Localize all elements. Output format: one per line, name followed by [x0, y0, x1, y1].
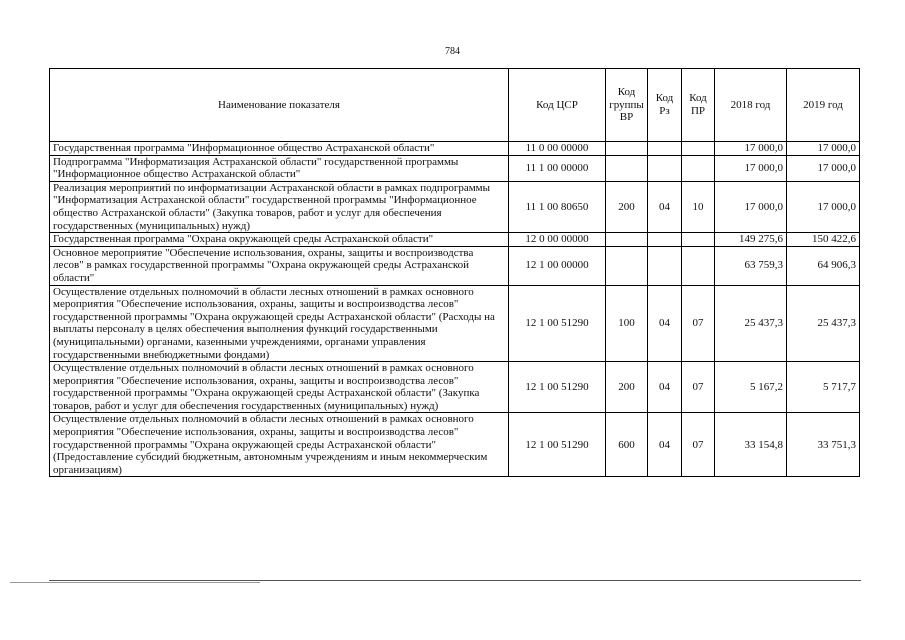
cell-2019: 5 717,7: [787, 362, 860, 413]
cell-pr: 10: [682, 181, 715, 232]
cell-csr: 12 0 00 00000: [509, 233, 606, 247]
table-row: [50, 155, 860, 181]
cell-2018: 17 000,0: [715, 155, 787, 181]
cell-name: Реализация мероприятий по информатизации Астраханской области в рамках подпрограммы "Информатизация Астраханской области" государственной программы "Информационное общество Астраханской области" (Закупка товаров, работ и услуг для обеспечения государственных (муниципальных) нужд): [50, 181, 509, 232]
cell-vr: [606, 142, 648, 156]
cell-vr: [606, 155, 648, 181]
table-row: [50, 362, 860, 413]
cell-vr: 100: [606, 285, 648, 362]
cell-2019: 33 751,3: [787, 413, 860, 477]
cell-2019: 17 000,0: [787, 181, 860, 232]
cell-pr: 07: [682, 362, 715, 413]
cell-pr: 07: [682, 413, 715, 477]
cell-2018: 17 000,0: [715, 181, 787, 232]
cell-vr: [606, 246, 648, 285]
cell-rz: [648, 155, 682, 181]
cell-rz: 04: [648, 181, 682, 232]
scan-edge-line: [10, 582, 260, 583]
cell-pr: [682, 233, 715, 247]
cell-name: Осуществление отдельных полномочий в области лесных отношений в рамках основного мероприятия "Обеспечение использования, охраны, защиты и воспроизводства лесов" государственной программы "Охрана окружающей среды Астраханской области" (Предоставление субсидий бюджетным, автономным учреждениям и иным некоммерческим организациям): [50, 413, 509, 477]
cell-csr: 12 1 00 00000: [509, 246, 606, 285]
cell-name: Осуществление отдельных полномочий в области лесных отношений в рамках основного мероприятия "Обеспечение использования, охраны, защиты и воспроизводства лесов" государственной программы "Охрана окружающей среды Астраханской области" (Закупка товаров, работ и услуг для обеспечения государственных (муниципальных) нужд): [50, 362, 509, 413]
cell-2019: 25 437,3: [787, 285, 860, 362]
cell-rz: [648, 142, 682, 156]
table-row: [50, 285, 860, 362]
page-number: 784: [445, 46, 460, 57]
cell-rz: 04: [648, 362, 682, 413]
header-2019: 2019 год: [787, 69, 860, 142]
cell-2018: 5 167,2: [715, 362, 787, 413]
cell-2019: 150 422,6: [787, 233, 860, 247]
header-2018: 2018 год: [715, 69, 787, 142]
cell-name: Государственная программа "Охрана окружающей среды Астраханской области": [50, 233, 509, 247]
cell-vr: 200: [606, 362, 648, 413]
cell-rz: [648, 246, 682, 285]
cell-csr: 12 1 00 51290: [509, 285, 606, 362]
header-csr: Код ЦСР: [509, 69, 606, 142]
cell-2018: 17 000,0: [715, 142, 787, 156]
cell-pr: [682, 142, 715, 156]
cell-2019: 17 000,0: [787, 155, 860, 181]
cell-2018: 63 759,3: [715, 246, 787, 285]
table-row: [50, 142, 860, 156]
cell-vr: [606, 233, 648, 247]
header-row: [50, 69, 860, 142]
cell-pr: 07: [682, 285, 715, 362]
cell-csr: 11 1 00 80650: [509, 181, 606, 232]
table-row: [50, 233, 860, 247]
cell-name: Основное мероприятие "Обеспечение использования, охраны, защиты и воспроизводства лесов" в рамках государственной программы "Охрана окружающей среды Астраханской области": [50, 246, 509, 285]
cell-name: Государственная программа "Информационное общество Астраханской области": [50, 142, 509, 156]
cell-name: Подпрограмма "Информатизация Астраханской области" государственной программы "Информационное общество Астраханской области": [50, 155, 509, 181]
cell-csr: 12 1 00 51290: [509, 362, 606, 413]
cell-csr: 11 0 00 00000: [509, 142, 606, 156]
cell-2018: 149 275,6: [715, 233, 787, 247]
cell-rz: 04: [648, 413, 682, 477]
cell-rz: [648, 233, 682, 247]
table-row: [50, 246, 860, 285]
cell-pr: [682, 246, 715, 285]
cell-csr: 11 1 00 00000: [509, 155, 606, 181]
cell-vr: 200: [606, 181, 648, 232]
header-name: Наименование показателя: [50, 69, 509, 142]
cell-2019: 17 000,0: [787, 142, 860, 156]
cell-vr: 600: [606, 413, 648, 477]
budget-table: [49, 68, 860, 477]
cell-2019: 64 906,3: [787, 246, 860, 285]
bottom-rule: [49, 580, 861, 581]
cell-name: Осуществление отдельных полномочий в области лесных отношений в рамках основного мероприятия "Обеспечение использования, охраны, защиты и воспроизводства лесов" государственной программы "Охрана окружающей среды Астраханской области" (Расходы на выплаты персоналу в целях обеспечения выполнения функций государственными (муниципальными) органами, казенными учреждениями, органами управления государственными внебюджетными фондами): [50, 285, 509, 362]
cell-rz: 04: [648, 285, 682, 362]
header-pr: Код ПР: [682, 69, 715, 142]
cell-csr: 12 1 00 51290: [509, 413, 606, 477]
table-row: [50, 413, 860, 477]
cell-2018: 33 154,8: [715, 413, 787, 477]
cell-2018: 25 437,3: [715, 285, 787, 362]
table-row: [50, 181, 860, 232]
header-vr: Код группы ВР: [606, 69, 648, 142]
header-rz: Код Рз: [648, 69, 682, 142]
cell-pr: [682, 155, 715, 181]
